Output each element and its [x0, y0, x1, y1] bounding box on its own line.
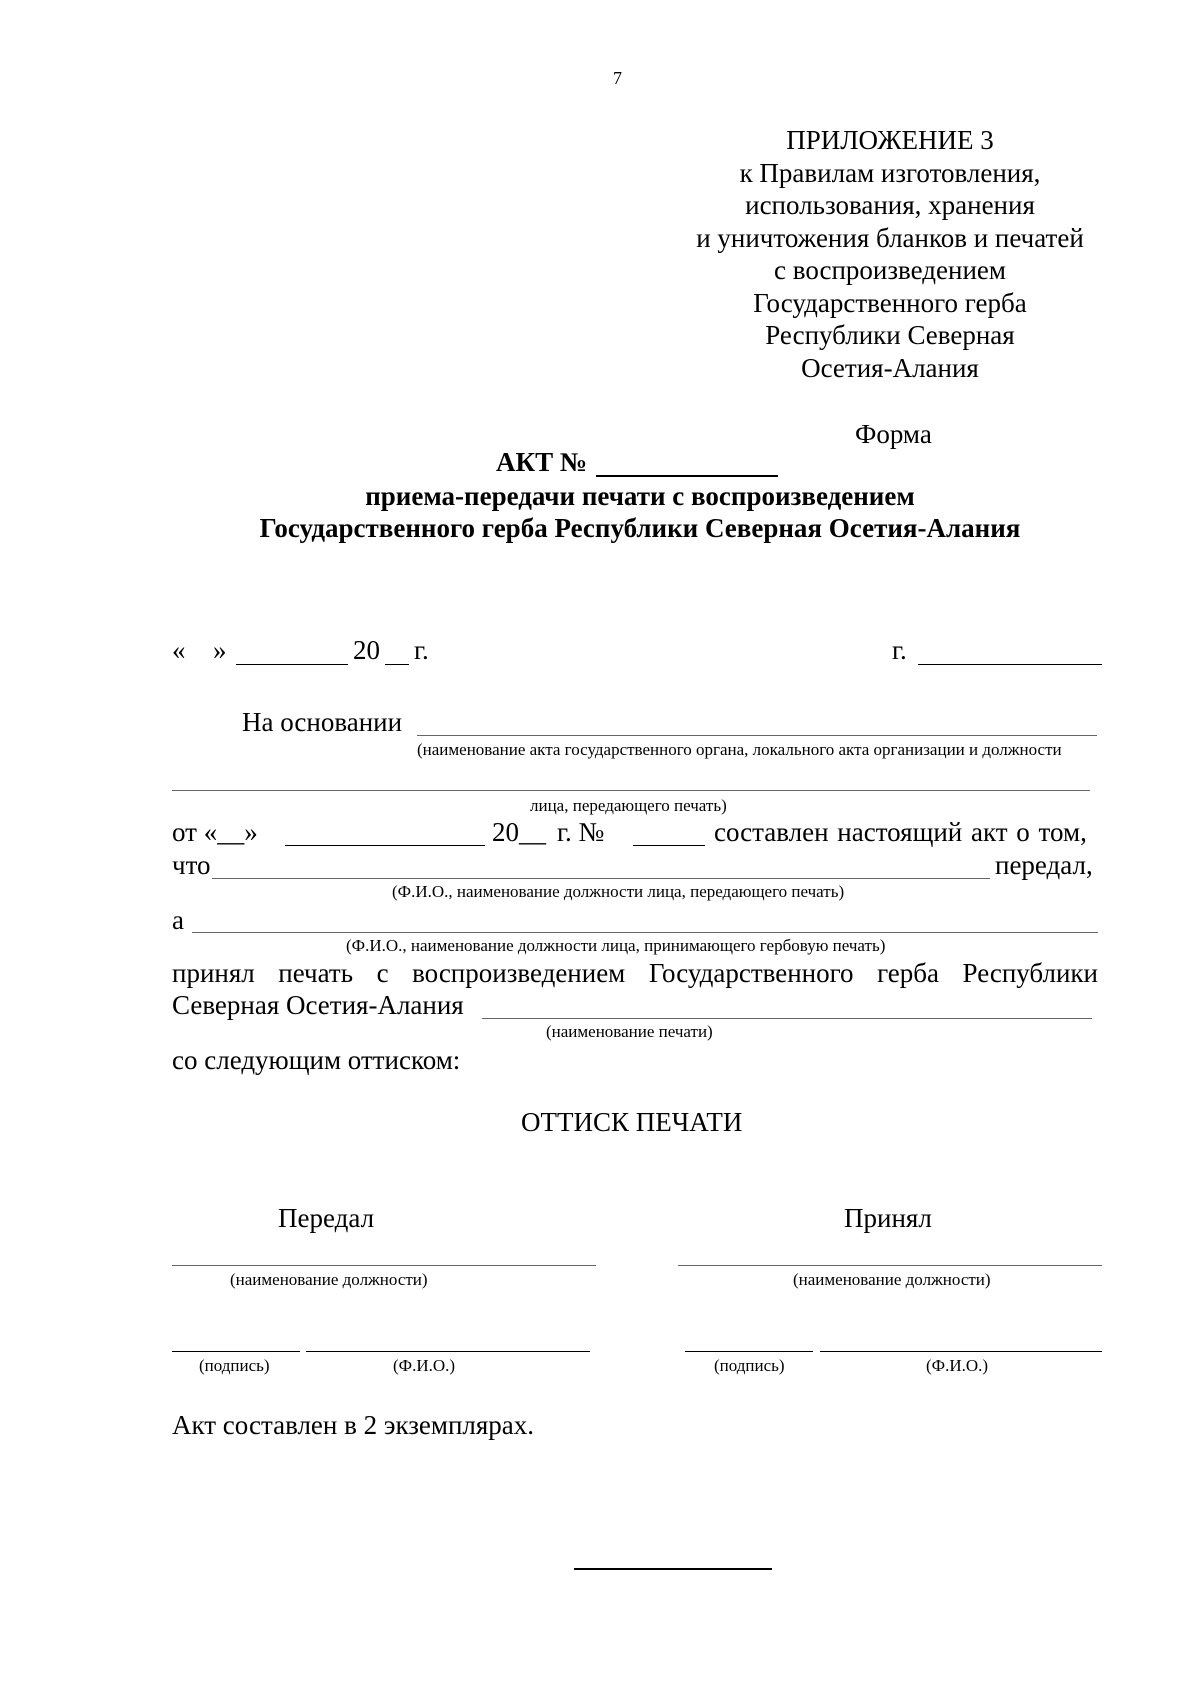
act-number-label: АКТ №: [496, 447, 587, 477]
appendix-line: использования, хранения: [745, 190, 1035, 220]
appendix-block: [660, 124, 1120, 384]
from-number-field[interactable]: [633, 845, 705, 846]
accepted-name-field[interactable]: [820, 1351, 1102, 1352]
accepted-person-caption: (Ф.И.О., наименование должности лица, принимающего гербовую печать): [346, 936, 886, 955]
basis-field[interactable]: [417, 735, 1097, 736]
accepted-word: герба: [877, 958, 939, 988]
accepted-signature-label: Принял: [844, 1203, 932, 1233]
what-label: что: [172, 850, 211, 880]
from-year: 20__: [492, 817, 546, 847]
city-field[interactable]: [918, 664, 1102, 665]
gave-person-caption: (Ф.И.О., наименование должности лица, передающего печать): [392, 882, 845, 901]
appendix-line: ПРИЛОЖЕНИЕ 3: [786, 125, 994, 155]
date-year-field[interactable]: [385, 664, 409, 665]
date-year-suffix: г.: [414, 635, 429, 665]
date-quote-close: »: [213, 635, 227, 665]
basis-field-2[interactable]: [172, 790, 1090, 791]
appendix-line: с воспроизведением: [774, 255, 1006, 285]
date-year-prefix: 20: [353, 635, 380, 665]
form-label: Форма: [855, 419, 932, 449]
accepted-signature-caption: (подпись): [714, 1356, 785, 1375]
document-title: [150, 480, 1130, 544]
accepted-text-line-1: [172, 957, 1098, 989]
stamp-impression-label: ОТТИСК ПЕЧАТИ: [521, 1107, 743, 1137]
appendix-line: Государственного герба: [753, 287, 1027, 318]
accepted-word: Республики: [962, 958, 1098, 988]
from-month-field[interactable]: [285, 845, 485, 846]
gave-position-caption: (наименование должности): [230, 1270, 428, 1289]
basis-caption-2: лица, передающего печать): [530, 796, 727, 815]
act-number-field[interactable]: [596, 475, 778, 477]
accepted-person-field[interactable]: [192, 932, 1098, 933]
accepted-word: воспроизведением: [412, 958, 626, 988]
accepted-word: печать: [278, 958, 354, 988]
appendix-line: Осетия-Алания: [801, 352, 979, 383]
from-label: от «__»: [172, 817, 258, 847]
appendix-line: к Правилам изготовления,: [739, 157, 1041, 188]
accepted-word: принял: [172, 958, 255, 988]
a-label: а: [172, 905, 184, 935]
basis-caption-1: (наименование акта государственного органа, локального акта организации и должности: [417, 740, 1062, 759]
gave-name-caption: (Ф.И.О.): [393, 1356, 456, 1375]
accepted-word: Государственного: [648, 958, 854, 988]
gave-position-field[interactable]: [172, 1265, 596, 1266]
copies-note: Акт составлен в 2 экземплярах.: [172, 1410, 535, 1440]
title-line-1: приема-передачи печати с воспроизведением: [365, 481, 915, 511]
appendix-line: Республики Северная: [765, 320, 1015, 350]
accepted-signature-field[interactable]: [685, 1351, 813, 1352]
basis-label: На основании: [242, 707, 403, 737]
accepted-position-field[interactable]: [678, 1265, 1102, 1266]
page-number: 7: [613, 68, 622, 88]
seal-name-caption: (наименование печати): [546, 1022, 713, 1041]
date-month-field[interactable]: [236, 664, 348, 665]
following-impression-text: со следующим оттиском:: [172, 1045, 461, 1075]
gave-signature-field[interactable]: [172, 1351, 300, 1352]
appendix-line: и уничтожения бланков и печатей: [696, 222, 1084, 253]
gave-person-field[interactable]: [212, 878, 990, 879]
seal-name-field[interactable]: [482, 1018, 1092, 1019]
accepted-position-caption: (наименование должности): [793, 1270, 991, 1289]
composed-text: составлен настоящий акт о том,: [714, 817, 1087, 847]
end-divider: [574, 1568, 772, 1570]
from-year-number-label: г. №: [557, 817, 605, 847]
gave-signature-label: Передал: [278, 1203, 375, 1233]
accepted-name-caption: (Ф.И.О.): [926, 1356, 989, 1375]
accepted-word: с: [376, 958, 389, 988]
gave-name-field[interactable]: [306, 1351, 590, 1352]
gave-signature-caption: (подпись): [199, 1356, 270, 1375]
accepted-text-line-2: Северная Осетия-Алания: [172, 990, 464, 1020]
title-line-2: Государственного герба Республики Северная Осетия-Алания: [259, 513, 1021, 543]
date-quote-open: «: [172, 635, 186, 665]
city-prefix: г.: [892, 635, 907, 665]
gave-label: передал,: [995, 850, 1093, 880]
